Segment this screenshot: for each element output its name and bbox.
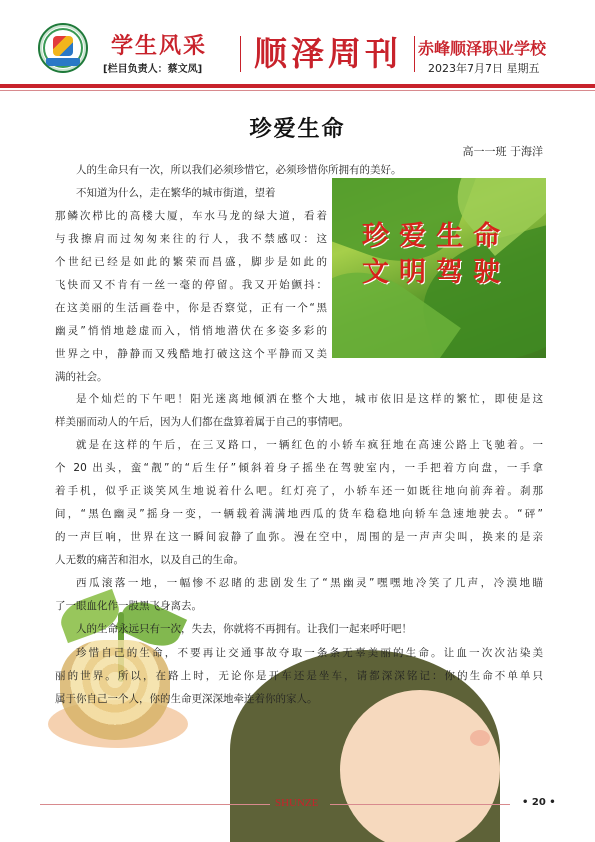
- article-intro: 人的生命只有一次，所以我们必须珍惜它，必须珍惜你所拥有的美好。: [76, 164, 402, 176]
- page-header: [0, 0, 595, 100]
- issue-date: 2023年7月7日 星期五: [428, 62, 540, 75]
- paragraph-line: 与我擦肩而过匆匆来往的行人，我不禁感叹：这: [55, 233, 327, 245]
- paragraph-line: 个世纪已经是如此的繁荣而昌盛，脚步是如此的: [55, 256, 327, 268]
- paragraph-line: 属于你自己一个人，你的生命更深深地牵连着你的家人。: [55, 693, 318, 705]
- header-rule-thin: [0, 90, 595, 91]
- column-editor: [栏目负责人：蔡文凤]: [103, 64, 203, 75]
- paragraph-line: 的一声巨响，世界在这一瞬间寂静了血弥。漫在空中，周围的是一声声尖叫，换来的是亲: [55, 531, 543, 543]
- paragraph-line: 珍惜自己的生命，不要再让交通事故夺取一条条无辜美丽的生命。让血一次次沾染美: [76, 647, 543, 659]
- paragraph-line: 人无数的痛苦和泪水，以及自己的生命。: [55, 554, 244, 566]
- paragraph-line: 不知道为什么，走在繁华的城市街道，望着: [76, 187, 276, 199]
- paragraph-line: 就是在这样的午后，在三叉路口，一辆红色的小轿车疯狂地在高速公路上飞驰着。一: [76, 439, 543, 451]
- paragraph-line: 西瓜滚落一地，一幅惨不忍睹的悲剧发生了“黑幽灵”嘿嘿地冷笑了几声，冷漠地瞄: [76, 577, 543, 589]
- photo-slogan-line1: 珍爱生命: [362, 221, 510, 252]
- header-divider: [240, 36, 241, 72]
- child-face-illustration: [340, 690, 500, 842]
- paragraph-line: 在这美丽的生活画卷中，你是否察觉，正有一个“黑: [55, 302, 327, 314]
- footer-brand: SHUNZE: [275, 797, 319, 809]
- paragraph-line: 那鳞次栉比的高楼大厦，车水马龙的绿大道，看着: [55, 210, 327, 222]
- paragraph-line: 世界之中，静静而又残酷地打破这这个平静而又美: [55, 348, 327, 360]
- paragraph-line: 样美丽而动人的午后，因为人们都在盘算着属于自己的事情吧。: [55, 416, 349, 428]
- safety-photo: [332, 178, 546, 358]
- publication-name: 顺泽周刊: [254, 34, 402, 73]
- article-author: 高一一班 于海洋: [462, 145, 543, 158]
- footer-rule: [40, 804, 270, 805]
- paragraph-line: 是个灿烂的下午吧！阳光迷离地倾洒在整个大地，城市依旧是这样的繁忙，即使是这: [76, 393, 543, 405]
- paragraph-line: 满的社会。: [55, 371, 108, 383]
- paragraph-line: 幽灵”悄悄地趁虚而入，悄悄地潜伏在多姿多彩的: [55, 325, 327, 337]
- paragraph-line: 间，“黑色幽灵”摇身一变，一辆载着满满地西瓜的货车稳稳地向轿车急速地驶去。“砰”: [55, 508, 543, 520]
- footer-rule: [330, 804, 510, 805]
- child-cheek-illustration: [470, 730, 490, 746]
- paragraph-line: 着手机，似乎正谈笑风生地说着什么吧。红灯亮了，小轿车还一如既往地向前奔着。刹那: [55, 485, 543, 497]
- paragraph-line: 人的生命永远只有一次，失去，你就将不再拥有。让我们一起来呼吁吧！: [76, 623, 412, 635]
- column-title: 学生风采: [111, 34, 208, 59]
- paragraph-line: 个 20 出头，蛮“靓”的“后生仔”倾斜着身子摇坐在驾驶室内，一手把着方向盘，一手拿: [55, 462, 543, 474]
- article-title: 珍爱生命: [249, 117, 346, 142]
- logo-band: [46, 58, 80, 66]
- header-divider: [414, 36, 415, 72]
- header-rule: [0, 84, 595, 88]
- photo-slogan-line2: 文明驾驶: [362, 257, 510, 288]
- paragraph-line: 飞快而又不肯有一丝一毫的停留。我又开始颤抖：: [55, 279, 327, 291]
- paragraph-line: 丽的世界。所以，在路上时，无论你是开车还是坐车，请都深深铭记：你的生命不单单只: [55, 670, 543, 682]
- school-logo: [38, 23, 88, 73]
- paragraph-line: 了一眼血化作一股黑飞身离去。: [55, 600, 202, 612]
- page-number: • 20 •: [522, 797, 556, 808]
- school-name: 赤峰顺泽职业学校: [418, 39, 547, 58]
- logo-emblem: [53, 36, 73, 56]
